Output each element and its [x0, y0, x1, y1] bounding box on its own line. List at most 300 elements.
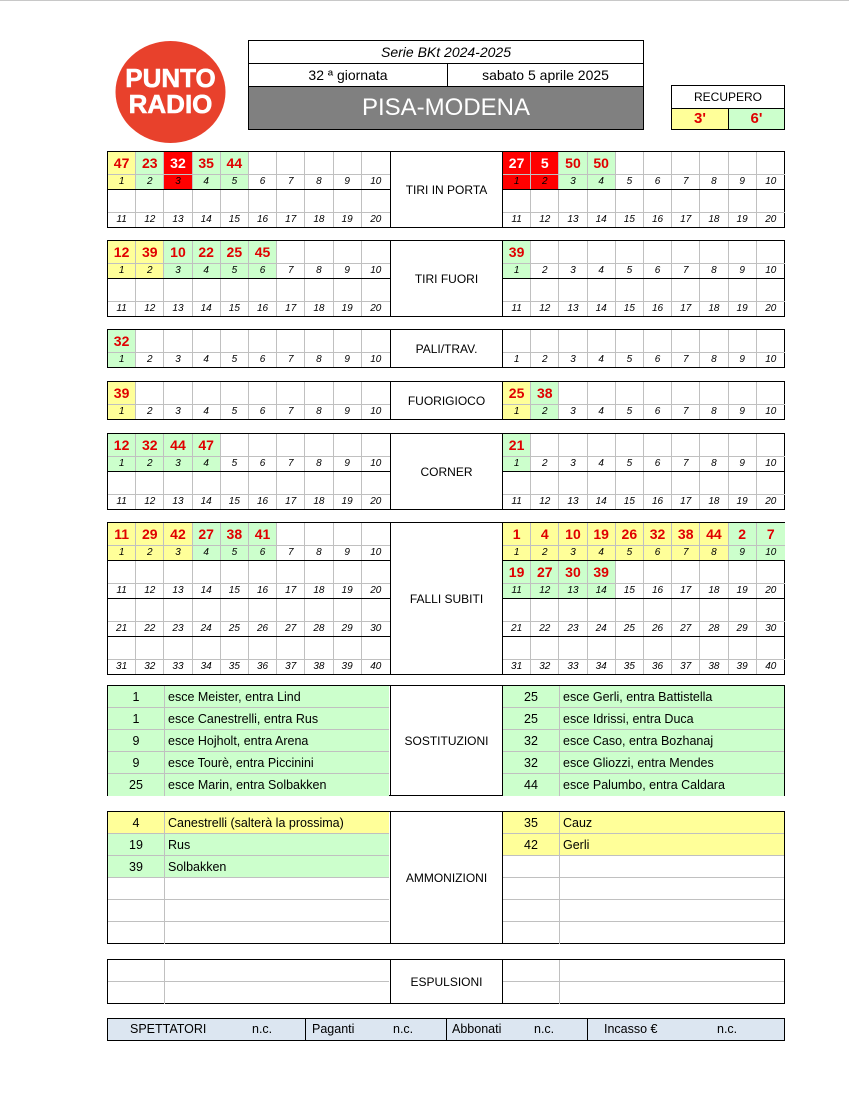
event-minute [729, 153, 756, 174]
event-cell [334, 279, 362, 316]
event-cell [136, 523, 164, 560]
description-cell [165, 982, 389, 1004]
event-index: 19 [334, 494, 361, 509]
event-cell [700, 241, 728, 278]
event-index: 7 [672, 263, 699, 278]
event-minute [136, 638, 163, 659]
grid-row [108, 330, 390, 367]
event-minute [305, 638, 332, 659]
event-index: 11 [503, 583, 530, 598]
event-cell [249, 382, 277, 419]
event-cell [108, 330, 136, 367]
event-index: 18 [305, 494, 332, 509]
event-cell [644, 190, 672, 227]
event-minute [588, 383, 615, 404]
event-minute [164, 638, 191, 659]
sostituzioni-label: SOSTITUZIONI [390, 686, 503, 795]
event-index: 29 [729, 621, 756, 636]
event-minute [221, 562, 248, 583]
minute-cell: 32 [503, 752, 560, 773]
event-cell [108, 279, 136, 316]
event-index: 10 [757, 174, 785, 189]
description-cell: esce Marin, entra Solbakken [168, 778, 327, 792]
event-minute [672, 435, 699, 456]
event-index: 14 [588, 212, 615, 227]
event-minute [729, 280, 756, 301]
event-minute [616, 242, 643, 263]
event-index: 14 [588, 494, 615, 509]
event-minute: 41 [254, 526, 271, 542]
event-index: 19 [334, 301, 361, 316]
event-cell [277, 472, 305, 509]
event-minute [277, 331, 304, 352]
pali-trav-away-grid [503, 330, 785, 367]
event-index: 11 [108, 583, 135, 598]
event-index: 20 [757, 212, 785, 227]
event-cell [531, 190, 559, 227]
event-cell [616, 190, 644, 227]
event-minute [136, 562, 163, 583]
event-index: 1 [108, 263, 135, 278]
event-minute [305, 280, 332, 301]
event-index: 19 [334, 212, 361, 227]
corner-away-grid [503, 434, 785, 509]
event-minute [136, 280, 163, 301]
grid-row [108, 523, 390, 560]
event-minute [334, 524, 361, 545]
event-minute: 45 [254, 244, 271, 260]
event-cell [644, 637, 672, 674]
event-cell [757, 190, 785, 227]
logo-line2: RADIO [128, 89, 213, 119]
event-minute [334, 638, 361, 659]
event-minute [164, 473, 191, 494]
event-minute [108, 280, 135, 301]
tiri-fuori-home-grid [108, 241, 390, 316]
event-minute [644, 383, 671, 404]
description-cell [560, 878, 784, 899]
event-index: 10 [362, 352, 390, 367]
event-cell [334, 561, 362, 598]
event-cell [334, 241, 362, 278]
event-minute [362, 331, 390, 352]
event-minute [672, 280, 699, 301]
event-cell [559, 472, 587, 509]
event-minute [164, 280, 191, 301]
event-cell [136, 382, 164, 419]
event-index: 5 [221, 174, 248, 189]
event-cell [164, 523, 192, 560]
event-minute: 44 [170, 437, 186, 453]
event-cell [193, 279, 221, 316]
event-cell [616, 330, 644, 367]
event-cell [616, 241, 644, 278]
event-minute [644, 435, 671, 456]
ammonizioni-away-row [503, 856, 784, 878]
event-index: 20 [757, 583, 785, 598]
event-minute [305, 473, 332, 494]
event-cell [136, 279, 164, 316]
event-cell [729, 637, 757, 674]
event-minute: 12 [113, 437, 130, 453]
event-index: 16 [249, 583, 276, 598]
event-index: 16 [249, 301, 276, 316]
event-index: 3 [559, 352, 586, 367]
event-index: 9 [334, 352, 361, 367]
event-minute [362, 524, 390, 545]
tiri-in-porta-label: TIRI IN PORTA [390, 152, 503, 227]
event-index: 3 [559, 174, 586, 189]
event-cell [588, 434, 616, 471]
event-cell [108, 382, 136, 419]
event-cell [193, 523, 221, 560]
event-cell [164, 637, 192, 674]
event-cell [164, 190, 192, 227]
grid-row [108, 636, 390, 674]
event-minute [362, 600, 390, 621]
event-index: 12 [531, 301, 558, 316]
event-minute [362, 473, 390, 494]
event-index: 6 [644, 263, 671, 278]
event-minute [757, 562, 785, 583]
event-index: 5 [616, 174, 643, 189]
event-index: 18 [305, 583, 332, 598]
event-cell [277, 190, 305, 227]
event-index: 4 [588, 352, 615, 367]
event-minute [729, 435, 756, 456]
event-index: 6 [249, 263, 276, 278]
event-index: 14 [193, 583, 220, 598]
event-index: 2 [531, 404, 558, 419]
sostituzioni-home-row [108, 774, 389, 796]
sostituzioni-away-row [503, 686, 784, 708]
minute-cell: 9 [108, 730, 165, 751]
description-cell [560, 982, 784, 1004]
event-cell [700, 434, 728, 471]
event-cell [136, 330, 164, 367]
event-cell [588, 561, 616, 598]
corner-label: CORNER [390, 434, 503, 509]
event-cell [193, 434, 221, 471]
event-minute [249, 191, 276, 212]
event-cell [193, 330, 221, 367]
event-minute [644, 562, 671, 583]
top-border [0, 0, 849, 1]
minute-cell [108, 922, 165, 944]
event-minute [531, 191, 558, 212]
description-cell: esce Idrissi, entra Duca [563, 712, 694, 726]
event-index: 9 [729, 404, 756, 419]
event-index: 39 [334, 659, 361, 674]
minute-cell: 1 [108, 708, 165, 729]
grid-row [108, 152, 390, 189]
event-cell [362, 279, 390, 316]
event-minute [277, 524, 304, 545]
description-cell: esce Hojholt, entra Arena [168, 734, 309, 748]
grid-row [503, 241, 785, 278]
event-cell [193, 152, 221, 189]
event-minute [531, 473, 558, 494]
event-index: 14 [193, 494, 220, 509]
ammonizioni-home-row [108, 878, 389, 900]
event-index: 20 [362, 301, 390, 316]
falli-subiti-away-grid [503, 523, 785, 674]
event-cell [221, 330, 249, 367]
event-minute [559, 191, 586, 212]
event-index: 30 [757, 621, 785, 636]
minute-cell: 32 [503, 730, 560, 751]
event-index: 15 [221, 212, 248, 227]
event-cell [644, 279, 672, 316]
event-minute [305, 242, 332, 263]
event-minute [305, 191, 332, 212]
event-minute [757, 638, 785, 659]
event-minute [305, 524, 332, 545]
event-minute [559, 638, 586, 659]
incasso-label: Incasso € [604, 1022, 658, 1036]
event-cell [277, 330, 305, 367]
event-cell [108, 434, 136, 471]
event-cell [164, 382, 192, 419]
event-minute [305, 435, 332, 456]
event-minute [644, 153, 671, 174]
event-index: 5 [221, 263, 248, 278]
event-minute [221, 435, 248, 456]
event-minute [588, 242, 615, 263]
section-corner [107, 433, 785, 510]
event-cell [221, 523, 249, 560]
event-minute [334, 331, 361, 352]
event-index: 4 [588, 456, 615, 471]
event-minute: 47 [113, 155, 130, 171]
event-cell [362, 382, 390, 419]
ammonizioni-away-row [503, 834, 784, 856]
event-index: 7 [672, 174, 699, 189]
sostituzioni-away-row [503, 730, 784, 752]
event-cell [559, 152, 587, 189]
event-index: 30 [362, 621, 390, 636]
event-minute [249, 383, 276, 404]
event-minute [305, 331, 332, 352]
event-minute [164, 191, 191, 212]
ammonizioni-label: AMMONIZIONI [390, 812, 503, 943]
event-cell [531, 382, 559, 419]
event-index: 17 [672, 212, 699, 227]
event-index: 6 [644, 404, 671, 419]
grid-row [108, 471, 390, 509]
event-minute [362, 191, 390, 212]
abbonati-label: Abbonati [452, 1022, 502, 1036]
event-minute [249, 331, 276, 352]
description-cell: Gerli [563, 838, 590, 852]
event-cell [559, 241, 587, 278]
event-index: 19 [334, 583, 361, 598]
event-minute [334, 280, 361, 301]
event-minute [221, 600, 248, 621]
grid-row [503, 330, 785, 367]
sostituzioni-home-row [108, 708, 389, 730]
event-index: 9 [334, 404, 361, 419]
event-cell [249, 472, 277, 509]
event-index: 12 [531, 583, 558, 598]
event-index: 10 [757, 263, 785, 278]
event-cell [503, 523, 531, 560]
event-cell [362, 241, 390, 278]
event-minute [305, 600, 332, 621]
event-cell [334, 434, 362, 471]
event-minute [249, 280, 276, 301]
event-index: 7 [672, 545, 699, 560]
event-minute [588, 600, 615, 621]
footer-divider [305, 1019, 306, 1040]
description-cell: esce Palumbo, entra Caldara [563, 778, 725, 792]
event-minute [362, 383, 390, 404]
event-minute [729, 600, 756, 621]
event-cell [757, 152, 785, 189]
event-index: 3 [559, 456, 586, 471]
event-index: 21 [503, 621, 530, 636]
event-index: 1 [503, 352, 530, 367]
event-cell [193, 472, 221, 509]
event-cell [249, 434, 277, 471]
event-cell [136, 561, 164, 598]
event-cell [108, 599, 136, 636]
minute-cell [108, 982, 165, 1004]
grid-row [503, 152, 785, 189]
event-index: 20 [362, 583, 390, 598]
ammonizioni-away-row [503, 900, 784, 922]
event-cell [644, 241, 672, 278]
event-minute [700, 153, 727, 174]
event-index: 26 [644, 621, 671, 636]
event-index: 15 [221, 494, 248, 509]
event-index: 8 [305, 456, 332, 471]
event-index: 31 [503, 659, 530, 674]
event-cell [672, 472, 700, 509]
event-index: 23 [559, 621, 586, 636]
event-index: 6 [249, 174, 276, 189]
event-cell [136, 190, 164, 227]
event-minute: 10 [565, 526, 581, 542]
event-minute: 32 [649, 526, 666, 542]
event-index: 18 [305, 212, 332, 227]
event-index: 37 [672, 659, 699, 674]
event-cell [164, 434, 192, 471]
event-cell [249, 330, 277, 367]
event-index: 5 [221, 545, 248, 560]
event-cell [503, 434, 531, 471]
event-index: 36 [249, 659, 276, 674]
event-minute [334, 562, 361, 583]
event-index: 10 [757, 456, 785, 471]
event-cell [616, 382, 644, 419]
event-index: 16 [644, 494, 671, 509]
event-minute [503, 331, 530, 352]
event-minute: 27 [508, 155, 525, 171]
event-index: 5 [221, 456, 248, 471]
event-index: 21 [108, 621, 135, 636]
event-minute [672, 191, 699, 212]
event-cell [193, 190, 221, 227]
event-minute [249, 435, 276, 456]
event-cell [221, 599, 249, 636]
event-index: 8 [305, 174, 332, 189]
event-cell [729, 561, 757, 598]
event-index: 15 [616, 583, 643, 598]
description-cell: Cauz [563, 816, 593, 830]
event-cell [672, 637, 700, 674]
event-index: 13 [559, 212, 586, 227]
event-cell [503, 637, 531, 674]
event-cell [700, 599, 728, 636]
event-minute [672, 383, 699, 404]
event-cell [672, 523, 700, 560]
event-cell [193, 241, 221, 278]
event-cell [305, 434, 333, 471]
event-cell [757, 382, 785, 419]
event-minute: 11 [114, 526, 129, 542]
minute-cell [503, 856, 560, 877]
event-index: 13 [559, 301, 586, 316]
event-cell [588, 152, 616, 189]
event-cell [108, 241, 136, 278]
event-index: 9 [729, 456, 756, 471]
event-index: 9 [729, 352, 756, 367]
event-cell [672, 241, 700, 278]
corner-home-grid [108, 434, 390, 509]
footer-divider [446, 1019, 447, 1040]
event-index: 4 [193, 545, 220, 560]
event-index: 6 [644, 456, 671, 471]
event-minute [249, 153, 276, 174]
event-minute [503, 191, 530, 212]
event-index: 8 [700, 352, 727, 367]
event-index: 3 [164, 263, 191, 278]
event-index: 3 [559, 263, 586, 278]
event-index: 34 [588, 659, 615, 674]
event-minute: 7 [766, 526, 775, 542]
event-minute [757, 435, 785, 456]
event-cell [362, 472, 390, 509]
event-index: 4 [588, 263, 615, 278]
grid-row [503, 636, 785, 674]
event-index: 5 [221, 352, 248, 367]
event-minute: 19 [508, 564, 525, 580]
event-cell [249, 561, 277, 598]
event-minute [277, 473, 304, 494]
event-index: 15 [221, 583, 248, 598]
event-minute [757, 153, 785, 174]
section-pali-trav [107, 329, 785, 368]
event-index: 5 [616, 404, 643, 419]
event-cell [503, 382, 531, 419]
event-cell [559, 561, 587, 598]
event-index: 5 [616, 263, 643, 278]
event-minute: 5 [540, 155, 549, 171]
event-cell [644, 523, 672, 560]
event-cell [616, 472, 644, 509]
event-minute: 50 [593, 155, 609, 171]
minute-cell [108, 900, 165, 921]
event-index: 34 [193, 659, 220, 674]
event-index: 4 [193, 456, 220, 471]
event-index: 8 [700, 456, 727, 471]
ammonizioni-home-row [108, 856, 389, 878]
event-cell [588, 523, 616, 560]
event-minute: 50 [565, 155, 581, 171]
event-minute [700, 435, 727, 456]
event-minute [221, 638, 248, 659]
